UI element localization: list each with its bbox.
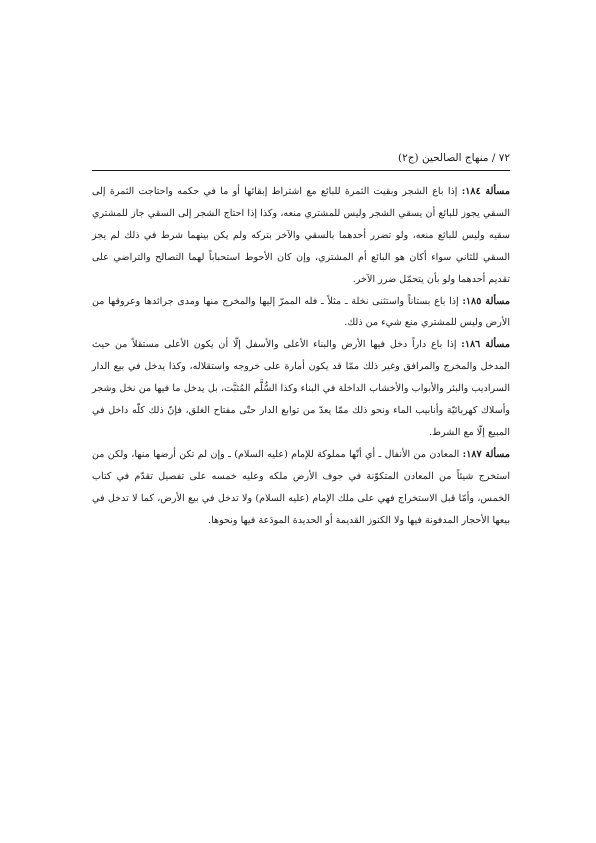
paragraph-text-185: إذا باع بستاناً واستثنى نخلة ـ مثلاً ـ فله الممرّ إليها والمخرج منها ومدى جرائدها وعروقها من الأرض وليس للمشتري منع شيء من ذلك. [92, 295, 510, 329]
body-text [92, 181, 510, 532]
paragraph-185 [92, 291, 510, 335]
header-divider [92, 170, 510, 171]
paragraph-184 [92, 181, 510, 291]
paragraph-text-187: المعادن من الأنفال ـ أي أنّها مملوكة للإمام (عليه السلام) ـ وإن لم تكن أرضها منها، ولكن من استخرج شيئاً من المعادن المتكوّنة في جوف الأرض ملكه وعليه خمسه على تفصيل تقدّم في كتاب الخمس، وأمّا قبل الاستخراج فهي على ملك الإمام (عليه السلام) ولا تدخل في بيع الأرض، كما لا تدخل في بيعها الأحجار المدفونة فيها ولا الكنوز القديمة أو الحديدة المودَعة فيها ونحوها. [92, 448, 510, 526]
paragraph-187 [92, 444, 510, 532]
issue-label-187: مسألة ١٨٧: [462, 448, 510, 460]
paragraph-text-186: إذا باع داراً دخل فيها الأرض والبناء الأعلى والأسفل إلّا أن يكون الأعلى مستقلاً من حيث المدخل والمخرج والمرافق وغير ذلك ممّا قد يكون أمارة على خروجه واستقلاله، وكذا يدخل في بيع الدار السراديب والبئر والأبواب والأخشاب الداخلة في البناء وكذا السُّلَّم المُثبَّت، بل يدخل ما فيها من نخل وشجر وأسلاك كهربائيّة وأنابيب الماء ونحو ذلك ممّا يعدّ من توابع الدار حتّى مفتاح الغلق، فإنّ ذلك كلّه داخل في المبيع إلّا مع الشرط. [92, 339, 510, 438]
issue-label-185: مسألة ١٨٥: [462, 295, 510, 307]
paragraph-text-184: إذا باع الشجر وبقيت الثمرة للبائع مع اشتراط إبقائها أو ما في حكمه واحتاجت الثمرة إلى السقي يجوز للبائع أن يسقي الشجر وليس للمشتري منعه، وكذا إذا احتاج الشجر إلى السقي جاز للمشتري سقيه وليس للبائع منعه، ولو تضرر أحدهما بالسقي والآخر بتركه ولم يكن بينهما شرط في ذلك لم يجز السقي للثاني سواء أكان هو البائع أم المشتري، وإن كان الأحوط استحباباً لهما التصالح والتراضي على تقديم أحدهما ولو بأن يتحمّل ضرر الآخر. [92, 186, 510, 285]
paragraph-186 [92, 334, 510, 444]
issue-label-186: مسألة ١٨٦: [461, 339, 510, 351]
running-header: ٧٢ / منهاج الصالحين (ج٢) [398, 152, 510, 164]
issue-label-184: مسألة ١٨٤: [461, 186, 511, 197]
